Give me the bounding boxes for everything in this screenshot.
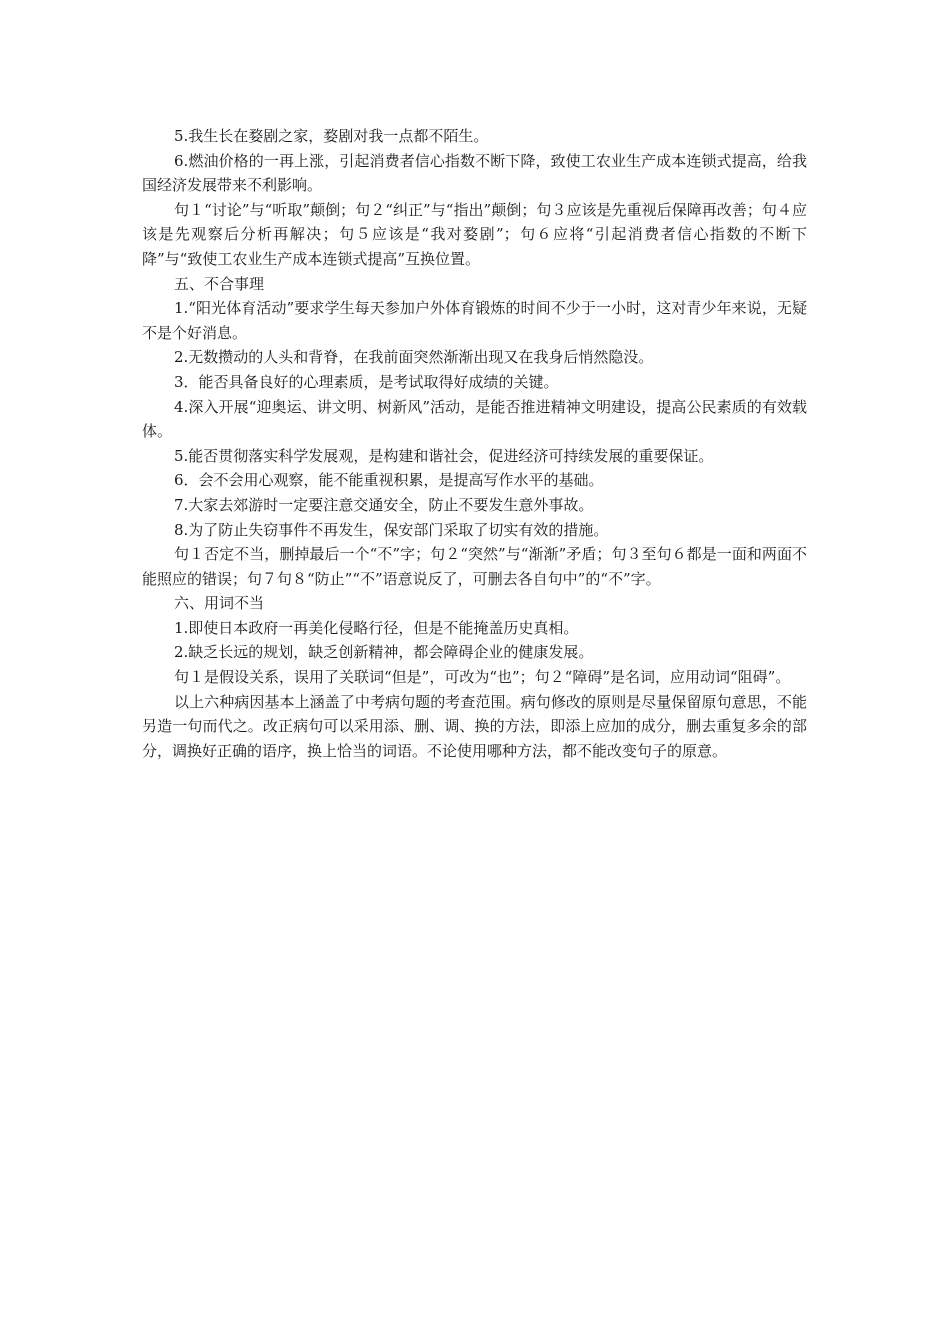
paragraph-illogical-2: 2.无数攒动的人头和背脊，在我前面突然渐渐出现又在我身后悄然隐没。: [174, 348, 654, 367]
paragraph-illogical-1: 1.“阳光体育活动”要求学生每天参加户外体育锻炼的时间不少于一小时，这对青少年来说，无疑不是个好消息。: [142, 299, 807, 342]
paragraph-illogical-5: 5.能否贯彻落实科学发展观，是构建和谐社会，促进经济可持续发展的重要保证。: [174, 446, 714, 465]
paragraph-explanation-illogical: 句１否定不当，删掉最后一个“不”字；句２“突然”与“渐渐”矛盾；句３至句６都是一面和两面不能照应的错误；句７句８“防止”“不”语意说反了，可删去各自句中”的“不”字。: [142, 545, 807, 588]
paragraph-example-5: 5.我生长在婺剧之家，婺剧对我一点都不陌生。: [174, 127, 489, 145]
paragraph-illogical-3: 3．能否具备良好的心理素质，是考试取得好成绩的关键。: [174, 372, 559, 391]
paragraph-illogical-6: 6．会不会用心观察，能不能重视积累，是提高写作水平的基础。: [174, 471, 604, 490]
paragraph-explanation-word-misuse: 句１是假设关系，误用了关联词“但是”，可改为“也”；句２“障碍”是名词，应用动词“阻碍”。: [174, 668, 791, 687]
paragraph-illogical-4: 4.深入开展“迎奥运、讲文明、树新风”活动，是能否推进精神文明建设，提高公民素质的有效载体。: [142, 397, 807, 441]
section-heading-illogical: 五、不合事理: [174, 274, 265, 293]
document-body: [142, 124, 807, 763]
paragraph-summary: 以上六种病因基本上涵盖了中考病句题的考查范围。病句修改的原则是尽量保留原句意思，不能另造一句而代之。改正病句可以采用添、删、调、换的方法，即添上应加的成分，删去重复多余的部分，调换好正确的语序，换上恰当的词语。不论使用哪种方法，都不能改变句子的原意。: [142, 692, 807, 760]
paragraph-word-misuse-1: 1.即使日本政府一再美化侵略行径，但是不能掩盖历史真相。: [174, 618, 579, 637]
paragraph-word-misuse-2: 2.缺乏长远的规划，缺乏创新精神，都会障碍企业的健康发展。: [174, 643, 594, 662]
paragraph-illogical-7: 7.大家去郊游时一定要注意交通安全，防止不要发生意外事故。: [174, 495, 594, 514]
paragraph-illogical-8: 8.为了防止失窃事件不再发生，保安部门采取了切实有效的措施。: [174, 520, 609, 539]
paragraph-explanation-word-order: 句１“讨论”与“听取”颠倒；句２“纠正”与“指出”颠倒；句３应该是先重视后保障再改善；句４应该是先观察后分析再解决；句５应该是“我对婺剧”；句６应将“引起消费者信心指数的不断下降”与“致使工农业生产成本连锁式提高”互换位置。: [142, 200, 807, 268]
paragraph-example-6: 6.燃油价格的一再上涨，引起消费者信心指数不断下降，致使工农业生产成本连锁式提高，给我国经济发展带来不利影响。: [142, 151, 807, 195]
section-heading-word-misuse: 六、用词不当: [174, 594, 265, 613]
